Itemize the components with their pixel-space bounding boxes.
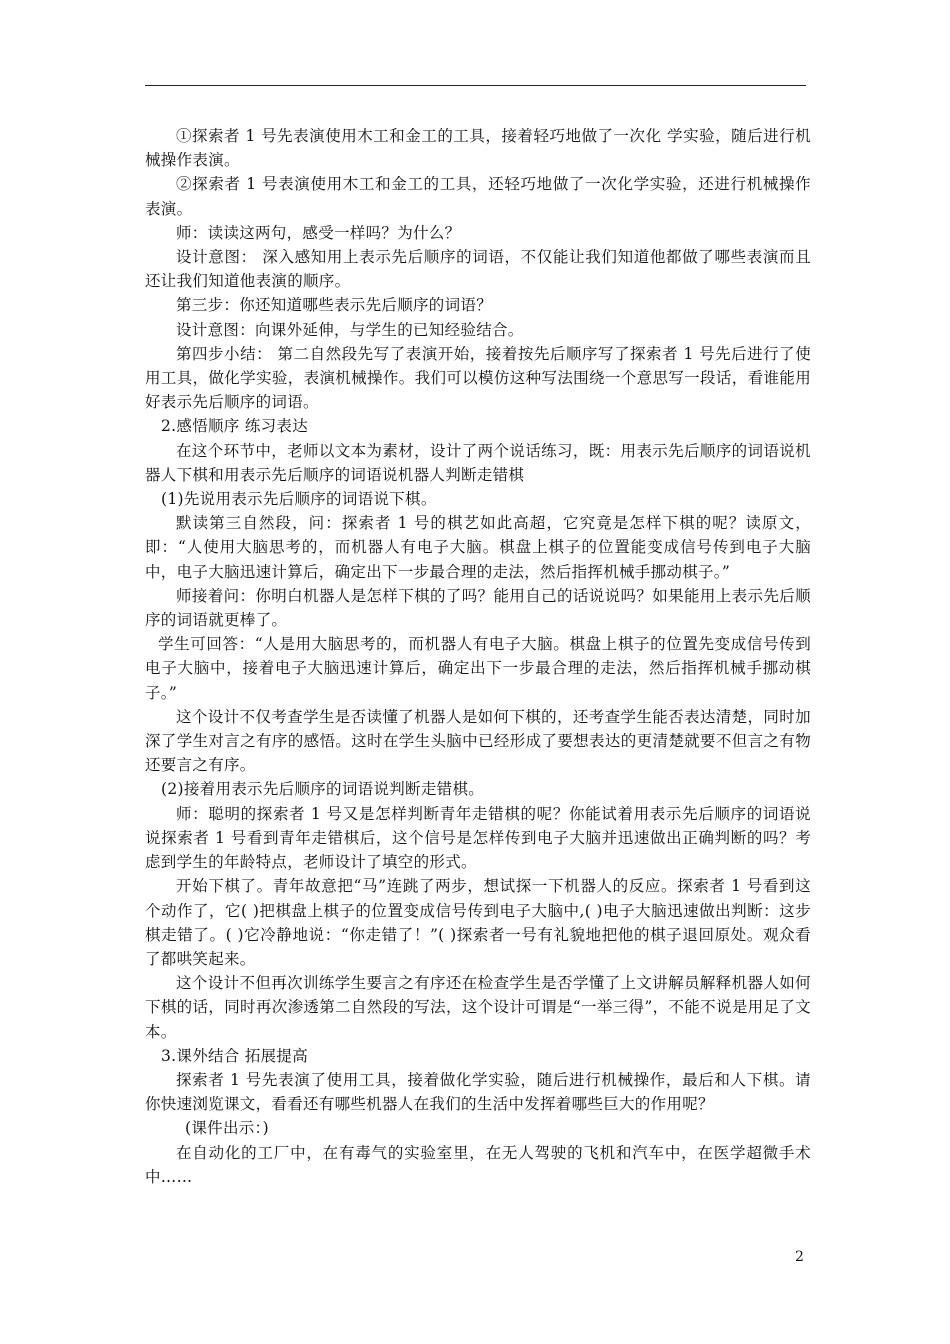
paragraph: (课件出示：) [185,1119,269,1138]
header-rule [145,85,806,86]
paragraph: 师：读读这两句，感受一样吗？为什么？ [176,223,461,242]
paragraph: 这个设计不仅考查学生是否读懂了机器人是如何下棋的，还考查学生能否表达清楚，同时加深了学生对言之有序的感悟。这时在学生头脑中已经形成了要想表达的更清楚就要不但言之有物还要言之有序。 [145,707,811,775]
page-number: 2 [795,1249,804,1265]
section-heading: 3.课外结合 拓展提高 [161,1046,309,1065]
paragraph: 第三步：你还知道哪些表示先后顺序的词语？ [176,296,493,315]
sub-heading: (1)先说用表示先后顺序的词语说下棋。 [161,490,437,509]
paragraph: 师：聪明的探索者 1 号又是怎样判断青年走错棋的呢？你能试着用表示先后顺序的词语说说探索者 1 号看到青年走错棋后，这个信号是怎样传到电子大脑并迅速做出正确判断的吗？考虑到学生的年龄特点，老师设计了填空的形式。 [145,804,811,872]
paragraph: 学生可回答：“人是用大脑思考的，而机器人有电子大脑。棋盘上棋子的位置先变成信号传到电子大脑中，接着电子大脑迅速计算后，确定出下一步最合理的走法，然后指挥机械手挪动棋子。” [145,635,811,702]
paragraph: 第四步小结： 第二自然段先写了表演开始，接着按先后顺序写了探索者 1 号先后进行了使用工具，做化学实验，表演机械操作。我们可以模仿这种写法围绕一个意思写一段话，看谁能用好表示先后顺序的词语。 [145,344,811,412]
paragraph: 师接着问：你明白机器人是怎样下棋的了吗？能用自己的话说说吗？如果能用上表示先后顺序的词语就更棒了。 [145,586,811,630]
paragraph: ①探索者 1 号先表演使用木工和金工的工具，接着轻巧地做了一次化 学实验，随后进行机械操作表演。 [145,127,811,170]
paragraph: 在自动化的工厂中，在有毒气的实验室里，在无人驾驶的飞机和汽车中，在医学超微手术中…… [145,1143,811,1186]
section-heading: 2.感悟顺序 练习表达 [161,417,309,436]
paragraph: 设计意图：向课外延伸，与学生的已知经验结合。 [176,320,524,339]
paragraph: ②探索者 1 号表演使用木工和金工的工具，还轻巧地做了一次化学实验，还进行机械操作表演。 [145,175,811,218]
paragraph: 开始下棋了。青年故意把“马”连跳了两步，想试探一下机器人的反应。探索者 1 号看到这个动作了，它( )把棋盘上棋子的位置变成信号传到电子大脑中,( )电子大脑迅速做出判断：这步棋走错了。( )它冷静地说：“你走错了！”( )探索者一号有礼貌地把他的棋子退回原处。观众看了都哄笑起来。 [145,877,811,968]
paragraph: 默读第三自然段，问：探索者 1 号的棋艺如此高超，它究竟是怎样下棋的呢？读原文，即：“人使用大脑思考的，而机器人有电子大脑。棋盘上棋子的位置能变成信号传到电子大脑中，电子大脑迅速计算后，确定出下一步最合理的走法，然后指挥机械手挪动棋子。” [145,514,811,581]
sub-heading: (2)接着用表示先后顺序的词语说判断走错棋。 [161,780,485,799]
paragraph: 探索者 1 号先表演了使用工具，接着做化学实验，随后进行机械操作，最后和人下棋。请你快速浏览课文，看看还有哪些机器人在我们的生活中发挥着哪些巨大的作用呢？ [145,1070,811,1114]
paragraph: 设计意图： 深入感知用上表示先后顺序的词语，不仅能让我们知道他都做了哪些表演而且还让我们知道他表演的顺序。 [145,248,811,291]
document-body [145,124,811,1189]
paragraph: 在这个环节中，老师以文本为素材，设计了两个说话练习，既：用表示先后顺序的词语说机器人下棋和用表示先后顺序的词语说机器人判断走错棋 [145,441,811,484]
paragraph: 这个设计不但再次训练学生要言之有序还在检查学生是否学懂了上文讲解员解释机器人如何下棋的话，同时再次渗透第二自然段的写法，这个设计可谓是“一举三得”，不能不说是用足了文本。 [145,974,811,1041]
